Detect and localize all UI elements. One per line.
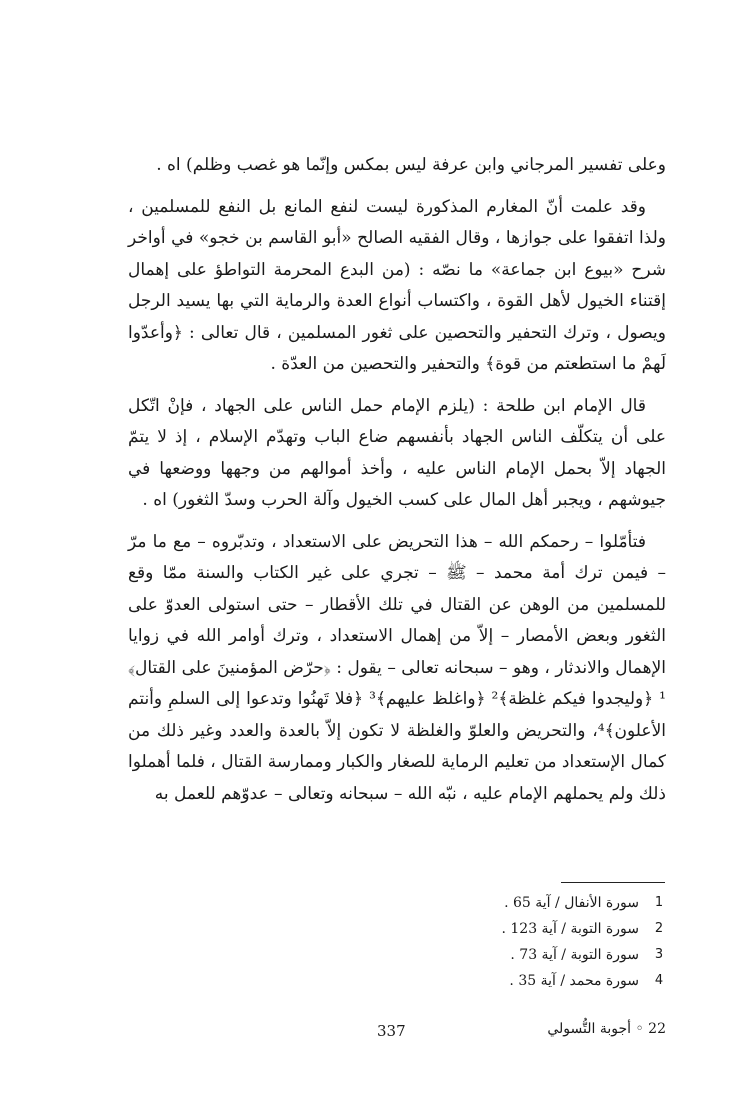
footnote-number: 3: [654, 947, 664, 962]
footnote-item: [440, 968, 665, 994]
footnote-text: سورة التوبة / آية 123 .: [501, 921, 639, 937]
footnotes: [440, 890, 665, 994]
footnote-item: [440, 942, 665, 968]
footnote-number: 2: [654, 921, 664, 936]
paragraph-4: فتأمّلوا – رحمكم الله – هذا التحريض على الاستعداد ، وتدبّروه – مع ما مرّ – فيمن ترك أمة محمد – ﷺ – تجري على غير الكتاب والسنة ممّا وقع للمسلمين من الوهن عن القتال في تلك الأقطار – حتى استولى العدوّ على الثغور وبعض الأمصار – إلاّ من إهمال الاستعداد ، وترك أوامر الله في زوايا الإهمال والاندثار ، وهو – سبحانه تعالى – يقول : ﴿حرّض المؤمنينَ على القتال﴾¹ ﴿وليجدوا فيكم غلظة﴾² ﴿واغلظ عليهم﴾³ ﴿فلا تَهنُوا وتدعوا إلى السلمِ وأنتم الأعلون﴾⁴، والتحريض والعلوّ والغلظة لا تكون إلاّ بالعدة والعدد وغير ذلك من كمال الإستعداد من تعليم الرماية للصغار والكبار وممارسة القتال ، فلما أهملوا ذلك ولم يحملهم الإمام عليه ، نبّه الله – سبحانه وتعالى – عدوّهم للعمل به: [128, 531, 666, 804]
paragraph-3: قال الإمام ابن طلحة : (يلزم الإمام حمل الناس على الجهاد ، فإنْ اتّكل على أن يتكلّف الناس الجهاد بأنفسهم ضاع الباب وتهدّم الإسلام ، إذ لا يتمّ الجهاد إلاّ بحمل الإمام الناس عليه ، وأخذ أموالهم من وجهها ووضعها في جيوشهم ، ويجبر أهل المال على كسب الخيول وآلة الحرب وسدّ الثغور) اه .: [128, 395, 666, 510]
footnote-item: [440, 890, 665, 916]
page-number: 337: [377, 1022, 406, 1040]
running-title: 22 ◦ أجوبة التُّسولي: [547, 1021, 666, 1037]
footnote-number: 1: [654, 895, 664, 910]
footnote-divider: [561, 882, 665, 883]
footnote-text: سورة التوبة / آية 73 .: [510, 947, 639, 963]
main-text: [128, 150, 666, 820]
footnote-text: سورة محمد / آية 35 .: [509, 973, 639, 989]
footnote-text: سورة الأنفال / آية 65 .: [504, 895, 639, 911]
footnote-item: [440, 916, 665, 942]
paragraph-2: وقد علمت أنّ المغارم المذكورة ليست لنفع المانع بل النفع للمسلمين ، ولذا اتفقوا على جوازها ، وقال الفقيه الصالح «أبو القاسم بن خجو» في أواخر شرح «بيوع ابن جماعة» ما نصّه : (من البدع المحرمة التواطؤ على إهمال إقتناء الخيول لأهل القوة ، واكتساب أنواع العدة والرماية التي بها يسيد الرجل ويصول ، وترك التحفير والتحصين على ثغور المسلمين ، قال تعالى : ﴿وأعدّوا لَهمْ ما استطعتم من قوة﴾ والتحفير والتحصين من العدّة .: [128, 196, 666, 374]
paragraph-1: وعلى تفسير المرجاني وابن عرفة ليس بمكس وإنّما هو غصب وظلم) اه .: [156, 155, 666, 175]
footnote-number: 4: [654, 973, 664, 988]
